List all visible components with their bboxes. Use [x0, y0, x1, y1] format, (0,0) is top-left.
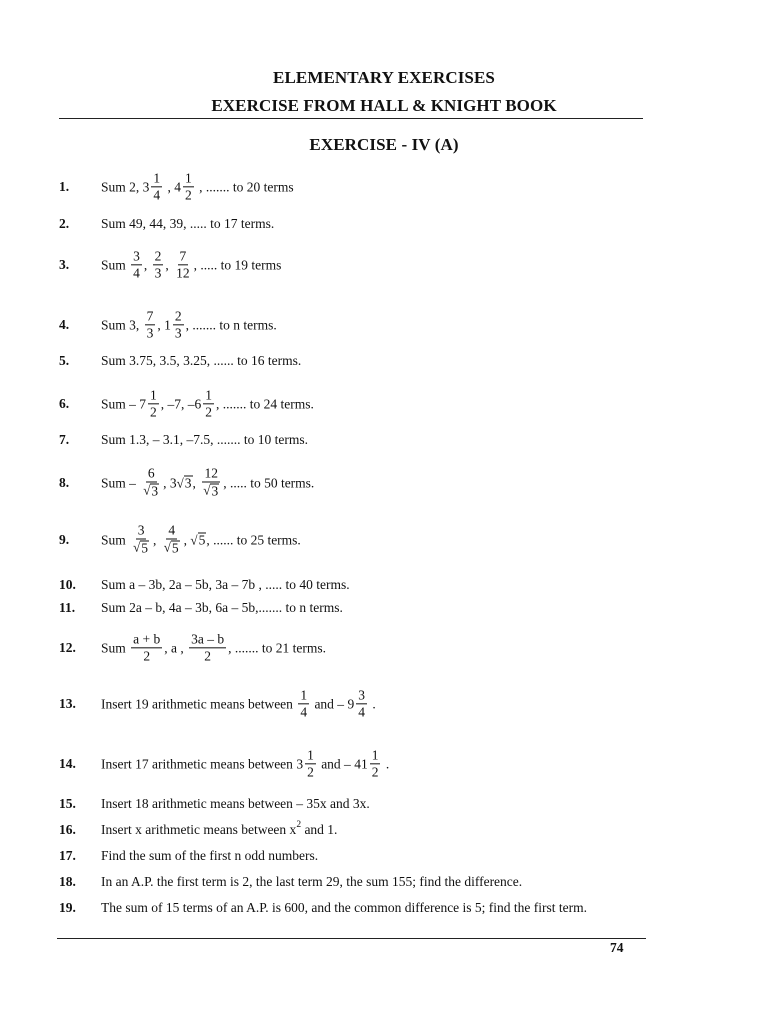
problem-text: [101, 822, 337, 838]
problem-text: [101, 688, 376, 719]
text-segment: , ....... to 20 terms: [195, 179, 294, 194]
fraction: [183, 171, 194, 202]
fraction-denominator: 12: [176, 265, 190, 281]
radical-argument: 3: [151, 483, 159, 499]
mixed-number-whole: 1: [164, 317, 171, 332]
problem-number: 5.: [59, 353, 70, 368]
fraction-denominator: 2: [143, 648, 151, 664]
problem-text: [101, 353, 301, 369]
text-segment: ,: [192, 474, 200, 490]
text-segment: Sum –: [101, 396, 140, 411]
fraction-denominator: 2: [205, 404, 213, 420]
text-segment: Insert 19 arithmetic means between: [101, 696, 297, 711]
fraction: [151, 171, 162, 202]
fraction-denominator: [141, 483, 161, 500]
fraction: [305, 748, 316, 779]
radical: [133, 541, 149, 557]
fraction-numerator: 1: [305, 748, 316, 764]
problem-number: 4.: [59, 317, 70, 332]
text-segment: Sum: [101, 640, 130, 655]
fraction-denominator: [201, 483, 221, 500]
text-segment: , ..... to 19 terms: [193, 257, 282, 272]
fraction-numerator: 3: [356, 688, 367, 704]
text-segment: Sum 49, 44, 39, ..... to 17 terms.: [101, 216, 275, 231]
fraction-numerator: a + b: [131, 632, 162, 648]
text-segment: Sum 2a – b, 4a – 3b, 6a – 5b,....... to n terms.: [101, 600, 343, 615]
mixed-number-whole: 3: [142, 179, 150, 194]
problem-text: [101, 216, 274, 232]
page-heading: ELEMENTARY EXERCISES: [273, 68, 495, 87]
problem-number: 6.: [59, 396, 70, 411]
problem-text: [101, 632, 326, 663]
mixed-number: [164, 309, 186, 340]
problem-text: [101, 309, 277, 340]
problem-number: 1.: [59, 179, 70, 194]
page-number: 74: [610, 940, 624, 955]
problem-number: 15.: [59, 796, 76, 811]
text-segment: In an A.P. the first term is 2, the last term 29, the sum 155; find the difference.: [101, 874, 523, 889]
radical: [164, 541, 180, 557]
text-segment: The sum of 15 terms of an A.P. is 600, and the common difference is 5; find the first term.: [101, 900, 588, 915]
fraction: [173, 309, 184, 340]
fraction-numerator: 7: [178, 249, 189, 265]
fraction-numerator: 1: [183, 171, 194, 187]
fraction: [141, 466, 161, 499]
problem-number: 7.: [59, 432, 70, 447]
fraction-denominator: 2: [150, 404, 157, 420]
radical: [177, 475, 193, 491]
mixed-number-whole: 41: [354, 756, 368, 771]
fraction: [145, 309, 156, 340]
fraction-numerator: 3: [136, 523, 147, 539]
fraction-denominator: 4: [358, 704, 365, 720]
radical: [190, 532, 206, 548]
radical-argument: 3: [211, 483, 219, 499]
mixed-number-whole: 9: [347, 696, 355, 711]
page-subheading: EXERCISE FROM HALL & KNIGHT BOOK: [211, 96, 557, 115]
radical: [203, 484, 219, 500]
problem-text: [101, 900, 587, 916]
fraction: [356, 688, 367, 719]
radical-argument: 3: [184, 474, 192, 490]
radical-sign-icon: √: [163, 539, 171, 555]
fraction-numerator: 4: [166, 523, 177, 539]
exercise-title: EXERCISE - IV (A): [309, 135, 459, 154]
problem-text: [101, 577, 350, 593]
radical-sign-icon: √: [133, 539, 141, 555]
radical-sign-icon: √: [190, 531, 198, 547]
text-segment: , ....... to 21 terms.: [228, 640, 326, 655]
fraction-denominator: 2: [371, 764, 379, 780]
text-segment: , ....... to 24 terms.: [216, 396, 314, 411]
problem-text: [101, 388, 314, 419]
problem-text: [101, 432, 308, 448]
text-segment: ,: [164, 179, 175, 194]
fraction-numerator: 1: [203, 388, 214, 404]
fraction-denominator: 2: [307, 764, 314, 780]
fraction-numerator: 3a – b: [189, 632, 226, 648]
superscript: 2: [296, 820, 302, 830]
fraction-denominator: 3: [146, 325, 154, 341]
text-segment: Insert 17 arithmetic means between: [101, 756, 297, 771]
problem-text: [101, 171, 294, 202]
text-segment: , ....... to n terms.: [185, 317, 277, 332]
footer-divider: [57, 938, 646, 939]
text-segment: Sum a – 3b, 2a – 5b, 3a – 7b , ..... to 40 terms.: [101, 577, 350, 592]
mixed-number: [347, 688, 369, 719]
fraction-numerator: 2: [153, 249, 164, 265]
mixed-number-whole: 4: [174, 179, 182, 194]
fraction-numerator: 3: [131, 249, 142, 265]
problem-number: 13.: [59, 696, 76, 711]
problem-number: 8.: [59, 475, 70, 490]
radical: [143, 484, 159, 500]
text-segment: ,: [165, 257, 173, 272]
mixed-number: [139, 388, 161, 419]
fraction-denominator: 4: [133, 265, 140, 281]
header-divider: [59, 118, 643, 119]
text-segment: ,: [143, 257, 151, 272]
problem-text: [101, 523, 301, 556]
radical-sign-icon: √: [143, 482, 151, 498]
fraction: [131, 249, 142, 280]
mixed-number-whole: 6: [194, 396, 202, 411]
fraction: [189, 632, 226, 663]
mixed-number-whole: 7: [139, 396, 147, 411]
fraction-denominator: 3: [154, 265, 162, 281]
problem-number: 18.: [59, 874, 76, 889]
text-segment: , a ,: [164, 640, 188, 655]
problem-number: 17.: [59, 848, 76, 863]
fraction: [298, 688, 309, 719]
radical-argument: 5: [198, 531, 206, 547]
radical-argument: 5: [141, 540, 149, 556]
text-segment: .: [382, 756, 390, 771]
problem-number: 3.: [59, 257, 70, 272]
text-segment: , ..... to 50 terms.: [223, 474, 315, 490]
fraction-denominator: 4: [300, 704, 308, 720]
fraction: [203, 388, 214, 419]
radical-argument: 5: [171, 540, 179, 556]
problem-text: [101, 748, 389, 779]
text-segment: Sum –: [101, 474, 140, 490]
problem-text: [101, 874, 522, 890]
fraction: [174, 249, 192, 280]
fraction-denominator: [131, 540, 151, 557]
fraction-numerator: 6: [146, 466, 157, 482]
text-segment: , ...... to 25 terms.: [206, 531, 301, 547]
fraction: [162, 523, 182, 556]
text-segment: Sum 3.75, 3.5, 3.25, ...... to 16 terms.: [101, 353, 302, 368]
fraction-numerator: 12: [202, 466, 220, 482]
problem-number: 12.: [59, 640, 76, 655]
fraction-numerator: 1: [148, 388, 159, 404]
text-segment: and –: [311, 696, 348, 711]
fraction-numerator: 1: [370, 748, 381, 764]
text-segment: and –: [317, 756, 355, 771]
fraction: [148, 388, 159, 419]
mixed-number: [195, 388, 217, 419]
problem-number: 19.: [59, 900, 76, 915]
mixed-number: [296, 748, 318, 779]
text-segment: Sum 3,: [101, 317, 143, 332]
fraction: [153, 249, 164, 280]
problem-text: [101, 249, 281, 280]
text-segment: ,: [153, 531, 160, 547]
text-segment: , 3: [163, 474, 177, 490]
text-segment: Sum: [101, 531, 130, 547]
radical-sign-icon: √: [176, 474, 184, 490]
fraction-numerator: 2: [173, 309, 184, 325]
problem-number: 14.: [59, 756, 76, 771]
mixed-number: [143, 171, 165, 202]
radical-sign-icon: √: [203, 482, 211, 498]
text-segment: ,: [183, 531, 191, 547]
fraction-denominator: 2: [204, 648, 211, 664]
fraction: [370, 748, 381, 779]
text-segment: Insert 18 arithmetic means between – 35x and 3x.: [101, 796, 370, 811]
text-segment: and 1.: [301, 822, 338, 837]
problem-text: [101, 466, 314, 499]
problem-text: [101, 796, 370, 812]
text-segment: Find the sum of the first n odd numbers.: [101, 848, 319, 863]
text-segment: Sum: [101, 257, 130, 272]
text-segment: .: [368, 696, 376, 711]
fraction-numerator: 7: [145, 309, 156, 325]
fraction: [201, 466, 221, 499]
problem-number: 16.: [59, 822, 76, 837]
problem-number: 10.: [59, 577, 76, 592]
text-segment: Insert x arithmetic means between x: [101, 822, 297, 837]
fraction: [131, 523, 151, 556]
text-segment: ,: [157, 317, 165, 332]
mixed-number-whole: 3: [296, 756, 304, 771]
fraction-denominator: 3: [174, 325, 182, 341]
problem-text: [101, 600, 343, 616]
problem-number: 9.: [59, 532, 70, 547]
fraction-numerator: 1: [151, 171, 162, 187]
text-segment: , –7, –: [160, 396, 195, 411]
problem-number: 11.: [59, 600, 76, 615]
mixed-number: [174, 171, 196, 202]
fraction: [131, 632, 162, 663]
fraction-denominator: [162, 540, 182, 557]
text-segment: Sum 1.3, – 3.1, –7.5, ....... to 10 terms.: [101, 432, 309, 447]
fraction-denominator: 2: [185, 187, 192, 203]
text-segment: Sum 2,: [101, 179, 143, 194]
fraction-numerator: 1: [298, 688, 309, 704]
problem-text: [101, 848, 318, 864]
mixed-number: [354, 748, 382, 779]
fraction-denominator: 4: [153, 187, 161, 203]
problem-number: 2.: [59, 216, 70, 231]
